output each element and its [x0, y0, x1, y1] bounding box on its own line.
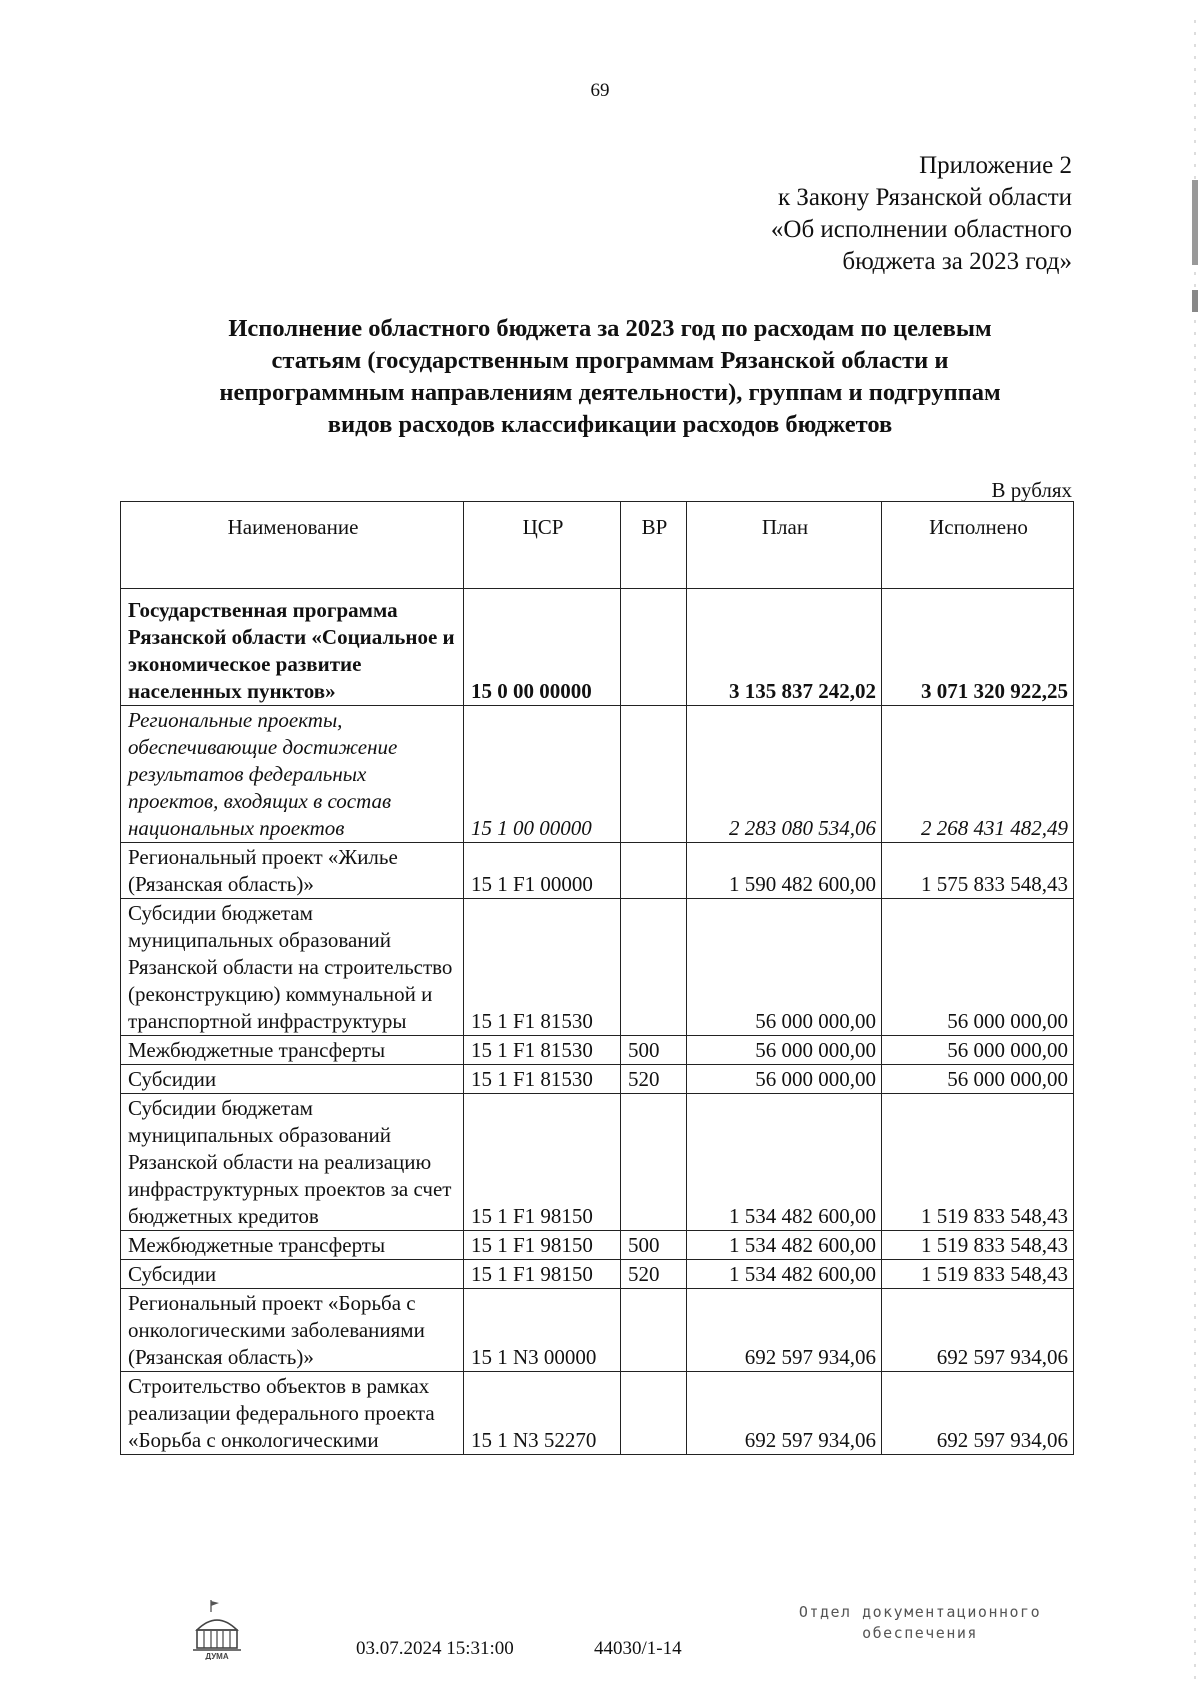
row-vr: 520 [621, 1065, 687, 1094]
row-csr: 15 1 N3 00000 [464, 1289, 621, 1372]
row-plan: 1 590 482 600,00 [687, 843, 882, 899]
title-line: видов расходов классификации расходов бюджетов [327, 411, 893, 438]
units-label: В рублях [991, 478, 1072, 502]
row-done: 1 519 833 548,43 [882, 1260, 1074, 1289]
stamp-line: Отдел документационного [798, 1603, 1042, 1621]
stamp-line: обеспечения [862, 1624, 978, 1642]
row-csr: 15 1 F1 81530 [464, 899, 621, 1036]
row-vr [621, 706, 687, 843]
row-name: Субсидии [121, 1260, 464, 1289]
appendix-line: бюджета за 2023 год» [842, 248, 1072, 275]
row-plan: 56 000 000,00 [687, 1036, 882, 1065]
row-csr: 15 1 N3 52270 [464, 1372, 621, 1455]
row-name: Межбюджетные трансферты [121, 1231, 464, 1260]
row-plan: 692 597 934,06 [687, 1289, 882, 1372]
row-name: Региональные проекты, обеспечивающие достижение результатов федеральных проектов, входящих в состав национальных проектов [121, 706, 464, 843]
row-done: 3 071 320 922,25 [882, 589, 1074, 706]
row-vr: 520 [621, 1260, 687, 1289]
row-csr: 15 1 F1 81530 [464, 1065, 621, 1094]
appendix-block [771, 150, 1072, 278]
row-done: 1 575 833 548,43 [882, 843, 1074, 899]
row-name: Субсидии бюджетам муниципальных образований Рязанской области на строительство (реконструкцию) коммунальной и транспортной инфраструктуры [121, 899, 464, 1036]
row-csr: 15 0 00 00000 [464, 589, 621, 706]
row-vr [621, 899, 687, 1036]
row-name: Государственная программа Рязанской области «Социальное и экономическое развитие населенных пунктов» [121, 589, 464, 706]
table-row [121, 589, 1074, 706]
header-done: Исполнено [882, 502, 1074, 589]
row-vr [621, 843, 687, 899]
row-plan: 1 534 482 600,00 [687, 1260, 882, 1289]
row-done: 56 000 000,00 [882, 1065, 1074, 1094]
table-row [121, 899, 1074, 1036]
table-header-row [121, 502, 1074, 589]
scan-edge-artifact [1188, 0, 1200, 1695]
table-row [121, 1036, 1074, 1065]
row-vr: 500 [621, 1036, 687, 1065]
appendix-line: Приложение 2 [919, 152, 1072, 179]
table-row [121, 1231, 1074, 1260]
row-done: 1 519 833 548,43 [882, 1094, 1074, 1231]
duma-emblem-icon [191, 1598, 243, 1660]
row-done: 1 519 833 548,43 [882, 1231, 1074, 1260]
row-plan: 56 000 000,00 [687, 899, 882, 1036]
appendix-line: к Закону Рязанской области [778, 184, 1072, 211]
footer-datetime: 03.07.2024 15:31:00 [356, 1638, 514, 1659]
row-csr: 15 1 F1 98150 [464, 1094, 621, 1231]
table-row [121, 1065, 1074, 1094]
header-plan: План [687, 502, 882, 589]
row-csr: 15 1 F1 98150 [464, 1231, 621, 1260]
row-name: Субсидии [121, 1065, 464, 1094]
row-name: Региональный проект «Жилье (Рязанская область)» [121, 843, 464, 899]
appendix-line: «Об исполнении областного [770, 216, 1072, 243]
row-done: 2 268 431 482,49 [882, 706, 1074, 843]
document-title [150, 313, 1070, 441]
header-csr: ЦСР [464, 502, 621, 589]
row-done: 56 000 000,00 [882, 1036, 1074, 1065]
footer-doc-number: 44030/1-14 [594, 1638, 682, 1659]
row-done: 56 000 000,00 [882, 899, 1074, 1036]
budget-table [120, 501, 1074, 1455]
row-vr [621, 589, 687, 706]
row-done: 692 597 934,06 [882, 1289, 1074, 1372]
table-row [121, 1372, 1074, 1455]
title-line: непрограммным направлениям деятельности), группам и подгруппам [219, 379, 1001, 406]
department-stamp [775, 1602, 1065, 1644]
row-plan: 3 135 837 242,02 [687, 589, 882, 706]
row-vr [621, 1372, 687, 1455]
table-row [121, 843, 1074, 899]
row-plan: 1 534 482 600,00 [687, 1094, 882, 1231]
row-name: Строительство объектов в рамках реализации федерального проекта «Борьба с онкологическими [121, 1372, 464, 1455]
row-done: 692 597 934,06 [882, 1372, 1074, 1455]
title-line: статьям (государственным программам Рязанской области и [271, 347, 949, 374]
row-plan: 1 534 482 600,00 [687, 1231, 882, 1260]
header-name: Наименование [121, 502, 464, 589]
table-row [121, 1260, 1074, 1289]
row-vr: 500 [621, 1231, 687, 1260]
row-plan: 56 000 000,00 [687, 1065, 882, 1094]
svg-text:ДУМА: ДУМА [205, 1652, 229, 1660]
title-line: Исполнение областного бюджета за 2023 год по расходам по целевым [228, 315, 992, 342]
table-row [121, 1094, 1074, 1231]
table-row [121, 1289, 1074, 1372]
row-plan: 2 283 080 534,06 [687, 706, 882, 843]
row-name: Региональный проект «Борьба с онкологическими заболеваниями (Рязанская область)» [121, 1289, 464, 1372]
row-csr: 15 1 F1 81530 [464, 1036, 621, 1065]
row-vr [621, 1094, 687, 1231]
row-csr: 15 1 00 00000 [464, 706, 621, 843]
page-number: 69 [590, 80, 610, 101]
row-csr: 15 1 F1 00000 [464, 843, 621, 899]
row-plan: 692 597 934,06 [687, 1372, 882, 1455]
header-vr: ВР [621, 502, 687, 589]
row-vr [621, 1289, 687, 1372]
row-name: Субсидии бюджетам муниципальных образований Рязанской области на реализацию инфраструктурных проектов за счет бюджетных кредитов [121, 1094, 464, 1231]
row-csr: 15 1 F1 98150 [464, 1260, 621, 1289]
table-row [121, 706, 1074, 843]
row-name: Межбюджетные трансферты [121, 1036, 464, 1065]
